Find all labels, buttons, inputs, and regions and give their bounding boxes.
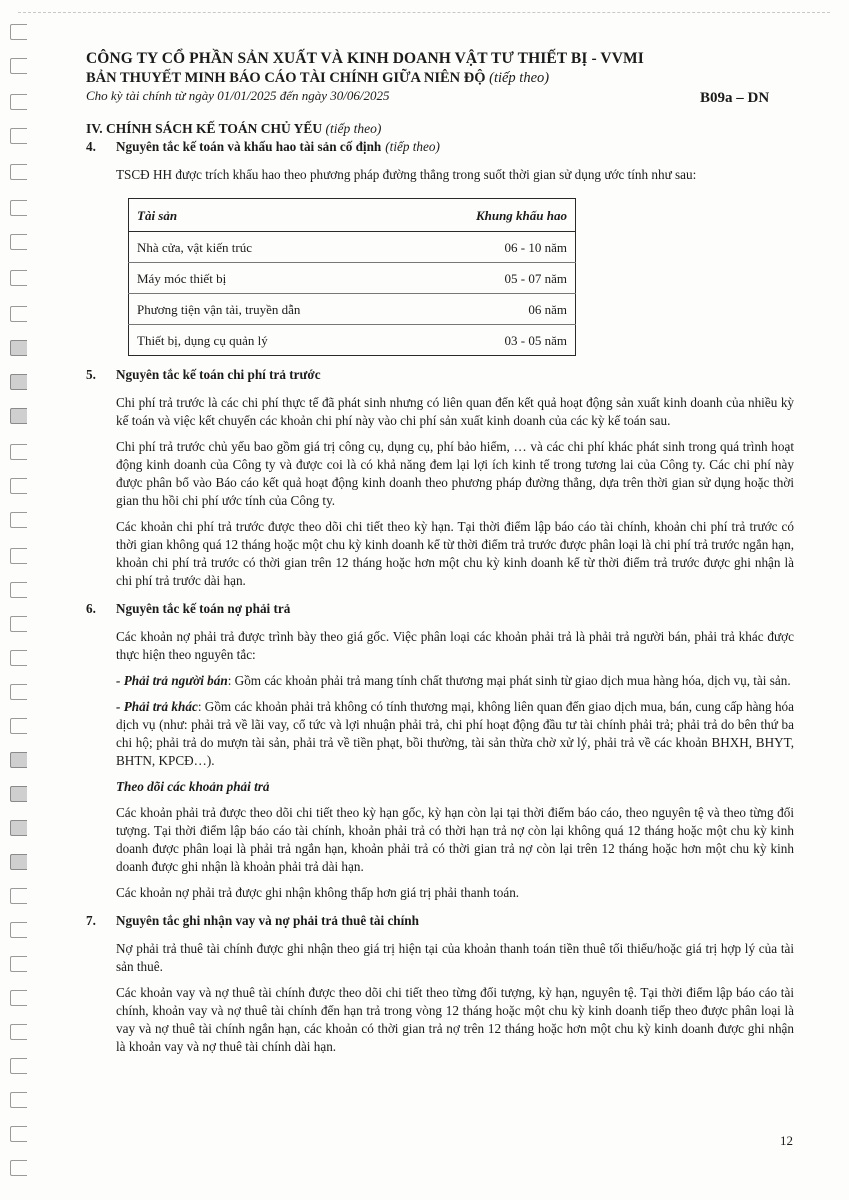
depreciation-range: 06 - 10 năm [408, 232, 575, 263]
company-name: CÔNG TY CỔ PHẦN SẢN XUẤT VÀ KINH DOANH VẬT TƯ THIẾT BỊ - VVMI [86, 50, 644, 67]
binder-ring [10, 616, 27, 632]
binder-ring [10, 684, 27, 700]
table-row [129, 294, 576, 325]
table-row [129, 263, 576, 294]
report-title [86, 70, 806, 87]
binder-ring [10, 478, 27, 494]
binder-ring [10, 1126, 27, 1142]
binder-ring [10, 888, 27, 904]
binder-ring [10, 24, 27, 40]
section-5-paragraph-3: Các khoản chi phí trả trước được theo dõi chi tiết theo kỳ hạn. Tại thời điểm lập báo cáo tài chính, khoản chi phí trả trước có thời gian không quá 12 tháng hoặc một chu kỳ kinh doanh kể từ thời điểm trả trước được phân loại là chi phí trả trước ngắn hạn, khoản chi phí trả trước có thời gian trên 12 tháng hoặc hơn một chu kỳ kinh doanh kể từ thời điểm trả trước được ghi nhận là chi phí trả trước dài hạn. [116, 519, 794, 588]
binder-ring [10, 718, 27, 734]
asset-name: Máy móc thiết bị [129, 263, 409, 294]
depreciation-table [128, 198, 576, 356]
asset-name: Thiết bị, dụng cụ quản lý [137, 333, 268, 348]
top-border-line [18, 12, 830, 13]
section-7-paragraph-1: Nợ phải trả thuê tài chính được ghi nhận theo giá trị hiện tại của khoản thanh toán tiền thuê tối thiểu/hoặc giá trị hợp lý của tài sản thuê. [116, 941, 794, 974]
report-title-suffix: (tiếp theo) [489, 70, 550, 86]
section-5-number: 5. [86, 367, 96, 382]
section-4-title: Nguyên tắc kế toán và khấu hao tài sản cố định [116, 139, 382, 154]
binder-ring [10, 94, 27, 110]
binder-ring [10, 752, 27, 768]
binder-ring [10, 1058, 27, 1074]
depreciation-range: 06 năm [408, 294, 575, 325]
report-period: Cho kỳ tài chính từ ngày 01/01/2025 đến ngày 30/06/2025 [86, 88, 390, 103]
bullet-1-label: - Phải trả người bán [116, 673, 228, 688]
section-6-number: 6. [86, 601, 96, 616]
asset-name: Nhà cửa, vật kiến trúc [129, 232, 409, 263]
section-iv-suffix: (tiếp theo) [325, 121, 382, 136]
binder-ring [10, 234, 27, 250]
section-6-paragraph-2: Các khoản phải trả được theo dõi chi tiết theo kỳ hạn gốc, kỳ hạn còn lại tại thời điểm báo cáo, theo nguyên tệ và theo từng đối tượng. Tại thời điểm lập báo cáo tài chính, khoản phải trả có thời hạn trả nợ còn lại không quá 12 tháng hoặc một chu kỳ kinh doanh được phân loại là phải trả ngắn hạn, khoản phải trả có thời gian trả nợ còn lại trên 12 tháng hoặc hơn một chu kỳ kinh doanh được ghi nhận là khoản phải trả dài hạn. [116, 805, 794, 874]
page-number: 12 [780, 1133, 793, 1148]
section-7-title: Nguyên tắc ghi nhận vay và nợ phải trả thuê tài chính [116, 913, 419, 928]
form-code: B09a – DN [700, 90, 770, 106]
section-iv-title: IV. CHÍNH SÁCH KẾ TOÁN CHỦ YẾU [86, 121, 323, 136]
section-5-paragraph-2: Chi phí trả trước chủ yếu bao gồm giá trị công cụ, dụng cụ, phí bảo hiểm, … và các chi phí khác phát sinh trong quá trình hoạt động kinh doanh của Công ty và được coi là có khả năng đem lại lợi ích kinh tế trong tương lai của Công ty. Các chi phí này được phân bổ vào Báo cáo kết quả hoạt động kinh doanh theo phương pháp đường thẳng, dựa trên thời gian sử dụng hoặc thời gian thu hồi chi phí ước tính của Công ty. [116, 439, 794, 508]
table-header-asset: Tài sản [129, 199, 409, 232]
section-4-intro: TSCĐ HH được trích khấu hao theo phương pháp đường thẳng trong suốt thời gian sử dụng ước tính như sau: [116, 167, 697, 182]
binder-ring [10, 444, 27, 460]
binder-ring [10, 58, 27, 74]
binder-ring [10, 1092, 27, 1108]
document-body [86, 120, 794, 1056]
binder-ring [10, 200, 27, 216]
binder-ring [10, 374, 27, 390]
section-7-number: 7. [86, 913, 96, 928]
section-4-number: 4. [86, 139, 96, 154]
report-title-text: BẢN THUYẾT MINH BÁO CÁO TÀI CHÍNH GIỮA NIÊN ĐỘ [86, 70, 486, 86]
binder-ring [10, 270, 27, 286]
binder-ring [10, 650, 27, 666]
section-6-bullet-1 [116, 672, 794, 690]
bullet-1-text: : Gồm các khoản phải trả mang tính chất thương mại phát sinh từ giao dịch mua hàng hóa, dịch vụ, tài sản. [227, 673, 791, 688]
binder-ring [10, 854, 27, 870]
binder-ring [10, 582, 27, 598]
section-4-heading [86, 138, 794, 156]
binder-ring [10, 922, 27, 938]
binder-ring [10, 512, 27, 528]
section-5-title: Nguyên tắc kế toán chi phí trả trước [116, 367, 321, 382]
binder-ring [10, 548, 27, 564]
section-5-heading [86, 366, 794, 384]
asset-name: Phương tiện vận tải, truyền dẫn [129, 294, 409, 325]
bullet-2-label: - Phải trả khác [116, 699, 198, 714]
binder-ring [10, 956, 27, 972]
table-row [129, 325, 576, 356]
binder-ring [10, 306, 27, 322]
binder-ring [10, 128, 27, 144]
table-header-row [129, 199, 576, 232]
section-6-title: Nguyên tắc kế toán nợ phải trả [116, 601, 291, 616]
section-4-suffix: (tiếp theo) [385, 139, 440, 154]
section-6-paragraph-3: Các khoản nợ phải trả được ghi nhận không thấp hơn giá trị phải thanh toán. [116, 885, 520, 900]
section-7-paragraph-2: Các khoản vay và nợ thuê tài chính được theo dõi chi tiết theo từng đối tượng, kỳ hạn, nguyên tệ. Tại thời điểm lập báo cáo tài chính, khoản vay và nợ thuê tài chính đến hạn trả trong vòng 12 tháng hoặc một chu kỳ kinh doanh tiếp theo được phân loại là vay và nợ thuê tài chính ngắn hạn, các khoản có thời gian trả nợ trên 12 tháng hoặc hơn một chu kỳ kinh doanh được ghi nhận là khoản vay và nợ thuê tài chính dài hạn. [116, 985, 794, 1054]
binder-ring [10, 1024, 27, 1040]
table-row [129, 232, 576, 263]
binder-ring [10, 340, 27, 356]
section-6-paragraph-1: Các khoản nợ phải trả được trình bày theo giá gốc. Việc phân loại các khoản phải trả là phải trả người bán, phải trả khác được thực hiện theo nguyên tắc: [116, 629, 794, 662]
section-6-heading [86, 600, 794, 618]
binder-ring [10, 164, 27, 180]
bullet-2-text: : Gồm các khoản phải trả không có tính thương mại, không liên quan đến giao dịch mua, bán, cung cấp hàng hóa dịch vụ (như: phải trả về lãi vay, cổ tức và lợi nhuận phải trả, chi phí hoạt động đầu tư tài chính phải trả; phải trả do bên thứ ba chi hộ; phải trả do mượn tài sản, phải trả về tiền phạt, bồi thường, tài sản thừa chờ xử lý, phải trả về các khoản BHXH, BHYT, BHTN, KPCĐ…). [116, 699, 794, 768]
binder-ring [10, 820, 27, 836]
depreciation-range: 05 - 07 năm [408, 263, 575, 294]
section-6-bullet-2 [116, 698, 794, 770]
binder-ring [10, 1160, 27, 1176]
section-7-heading [86, 912, 794, 930]
depreciation-range: 03 - 05 năm [504, 333, 567, 348]
section-6-subheading: Theo dõi các khoản phải trả [116, 779, 270, 794]
binder-ring [10, 990, 27, 1006]
binder-ring [10, 408, 27, 424]
section-5-paragraph-1: Chi phí trả trước là các chi phí thực tế đã phát sinh nhưng có liên quan đến kết quả hoạt động sản xuất kinh doanh của nhiều kỳ kế toán và việc kết chuyển các khoản chi phí này vào chi phí sản xuất kinh doanh của các kỳ kế toán sau. [116, 395, 794, 428]
binder-ring [10, 786, 27, 802]
section-iv-heading [86, 120, 794, 138]
table-header-range: Khung khấu hao [408, 199, 575, 232]
